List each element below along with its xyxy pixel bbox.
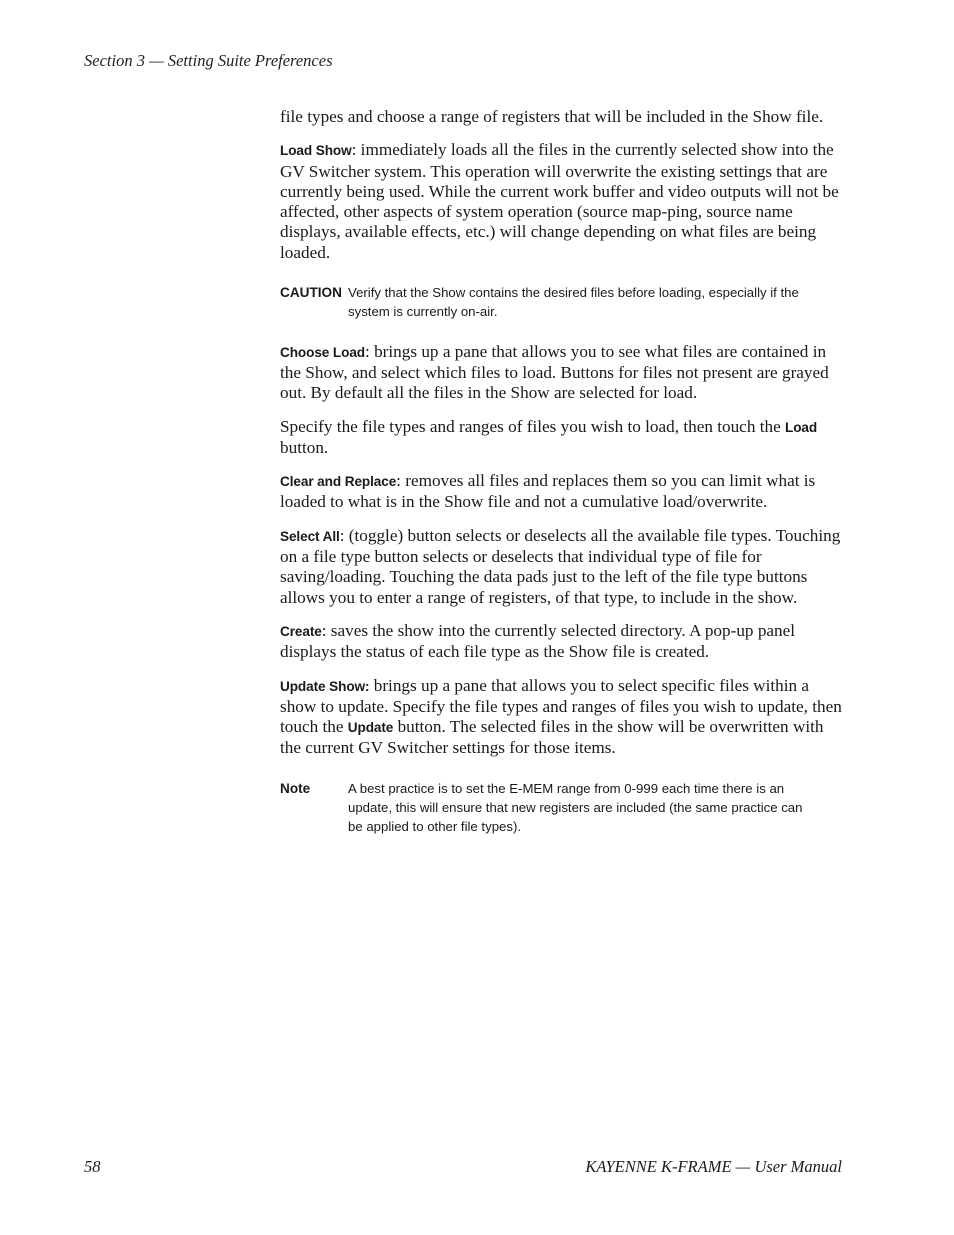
note-callout	[280, 779, 842, 837]
specify-text-after: button.	[280, 437, 329, 457]
term-create: Create	[280, 623, 322, 639]
paragraph-select-all	[280, 526, 842, 608]
update-show-text-before: brings up a pane that allows you to select specific files within a show to update. Specify the file types and ranges of files you wish to update, then touch the	[280, 675, 842, 737]
paragraph-load-show	[280, 140, 842, 263]
term-update-show: Update Show:	[280, 678, 370, 694]
caution-label: CAUTION	[280, 285, 342, 301]
term-choose-load: Choose Load	[280, 344, 365, 360]
paragraph-choose-load	[280, 342, 842, 404]
term-select-all: Select All	[280, 528, 340, 544]
term-clear-replace: Clear and Replace	[280, 474, 397, 490]
paragraph-clear-replace	[280, 471, 842, 513]
caution-text: Verify that the Show contains the desired files before loading, especially if the system is currently on-air.	[348, 285, 799, 320]
update-show-text-after: button. The selected files in the show will be overwritten with the current GV Switcher settings for those items.	[280, 717, 824, 758]
term-load: Load	[785, 419, 818, 435]
paragraph-update-show	[280, 676, 842, 759]
term-load-show: Load Show	[280, 143, 352, 159]
manual-title: KAYENNE K-FRAME — User Manual	[585, 1157, 842, 1176]
term-update: Update	[347, 720, 394, 736]
caution-callout	[280, 283, 842, 322]
paragraph-intro: file types and choose a range of registers that will be included in the Show file.	[280, 107, 824, 126]
page-number: 58	[84, 1157, 101, 1176]
note-text: A best practice is to set the E-MEM range from 0-999 each time there is an update, this will ensure that new registers are included (the same practice can be applied to other file types).	[348, 780, 803, 835]
paragraph-specify	[280, 417, 842, 459]
load-show-description: : immediately loads all the files in the currently selected show into the GV Switcher system. This operation will overwrite the existing settings that are currently being used. While the current work buffer and video outputs will not be affected, other aspects of system operation (source map-ping, source name displays, available effects, etc.) will change depending on what files are being loaded.	[280, 140, 839, 262]
paragraph-create	[280, 621, 842, 663]
select-all-description: : (toggle) button selects or deselects all the available file types. Touching on a file type button selects or deselects that individual type of file for saving/loading. Touching the data pads just to the left of the file type buttons allows you to enter a range of registers, of that type, to include in the show.	[280, 525, 841, 607]
page-body	[280, 107, 842, 857]
clear-replace-description: : removes all files and replaces them so you can limit what is loaded to what is in the Show file and not a cumulative load/overwrite.	[280, 471, 816, 512]
note-label: Note	[280, 780, 311, 796]
running-header: Section 3 — Setting Suite Preferences	[84, 51, 333, 70]
choose-load-description: : brings up a pane that allows you to see what files are contained in the Show, and select which files to load. Buttons for files not present are grayed out. By default all the files in the Show are selected for load.	[280, 341, 829, 403]
create-description: : saves the show into the currently selected directory. A pop-up panel displays the status of each file type as the Show file is created.	[280, 620, 796, 662]
specify-text-before: Specify the file types and ranges of files you wish to load, then touch the	[280, 416, 786, 436]
